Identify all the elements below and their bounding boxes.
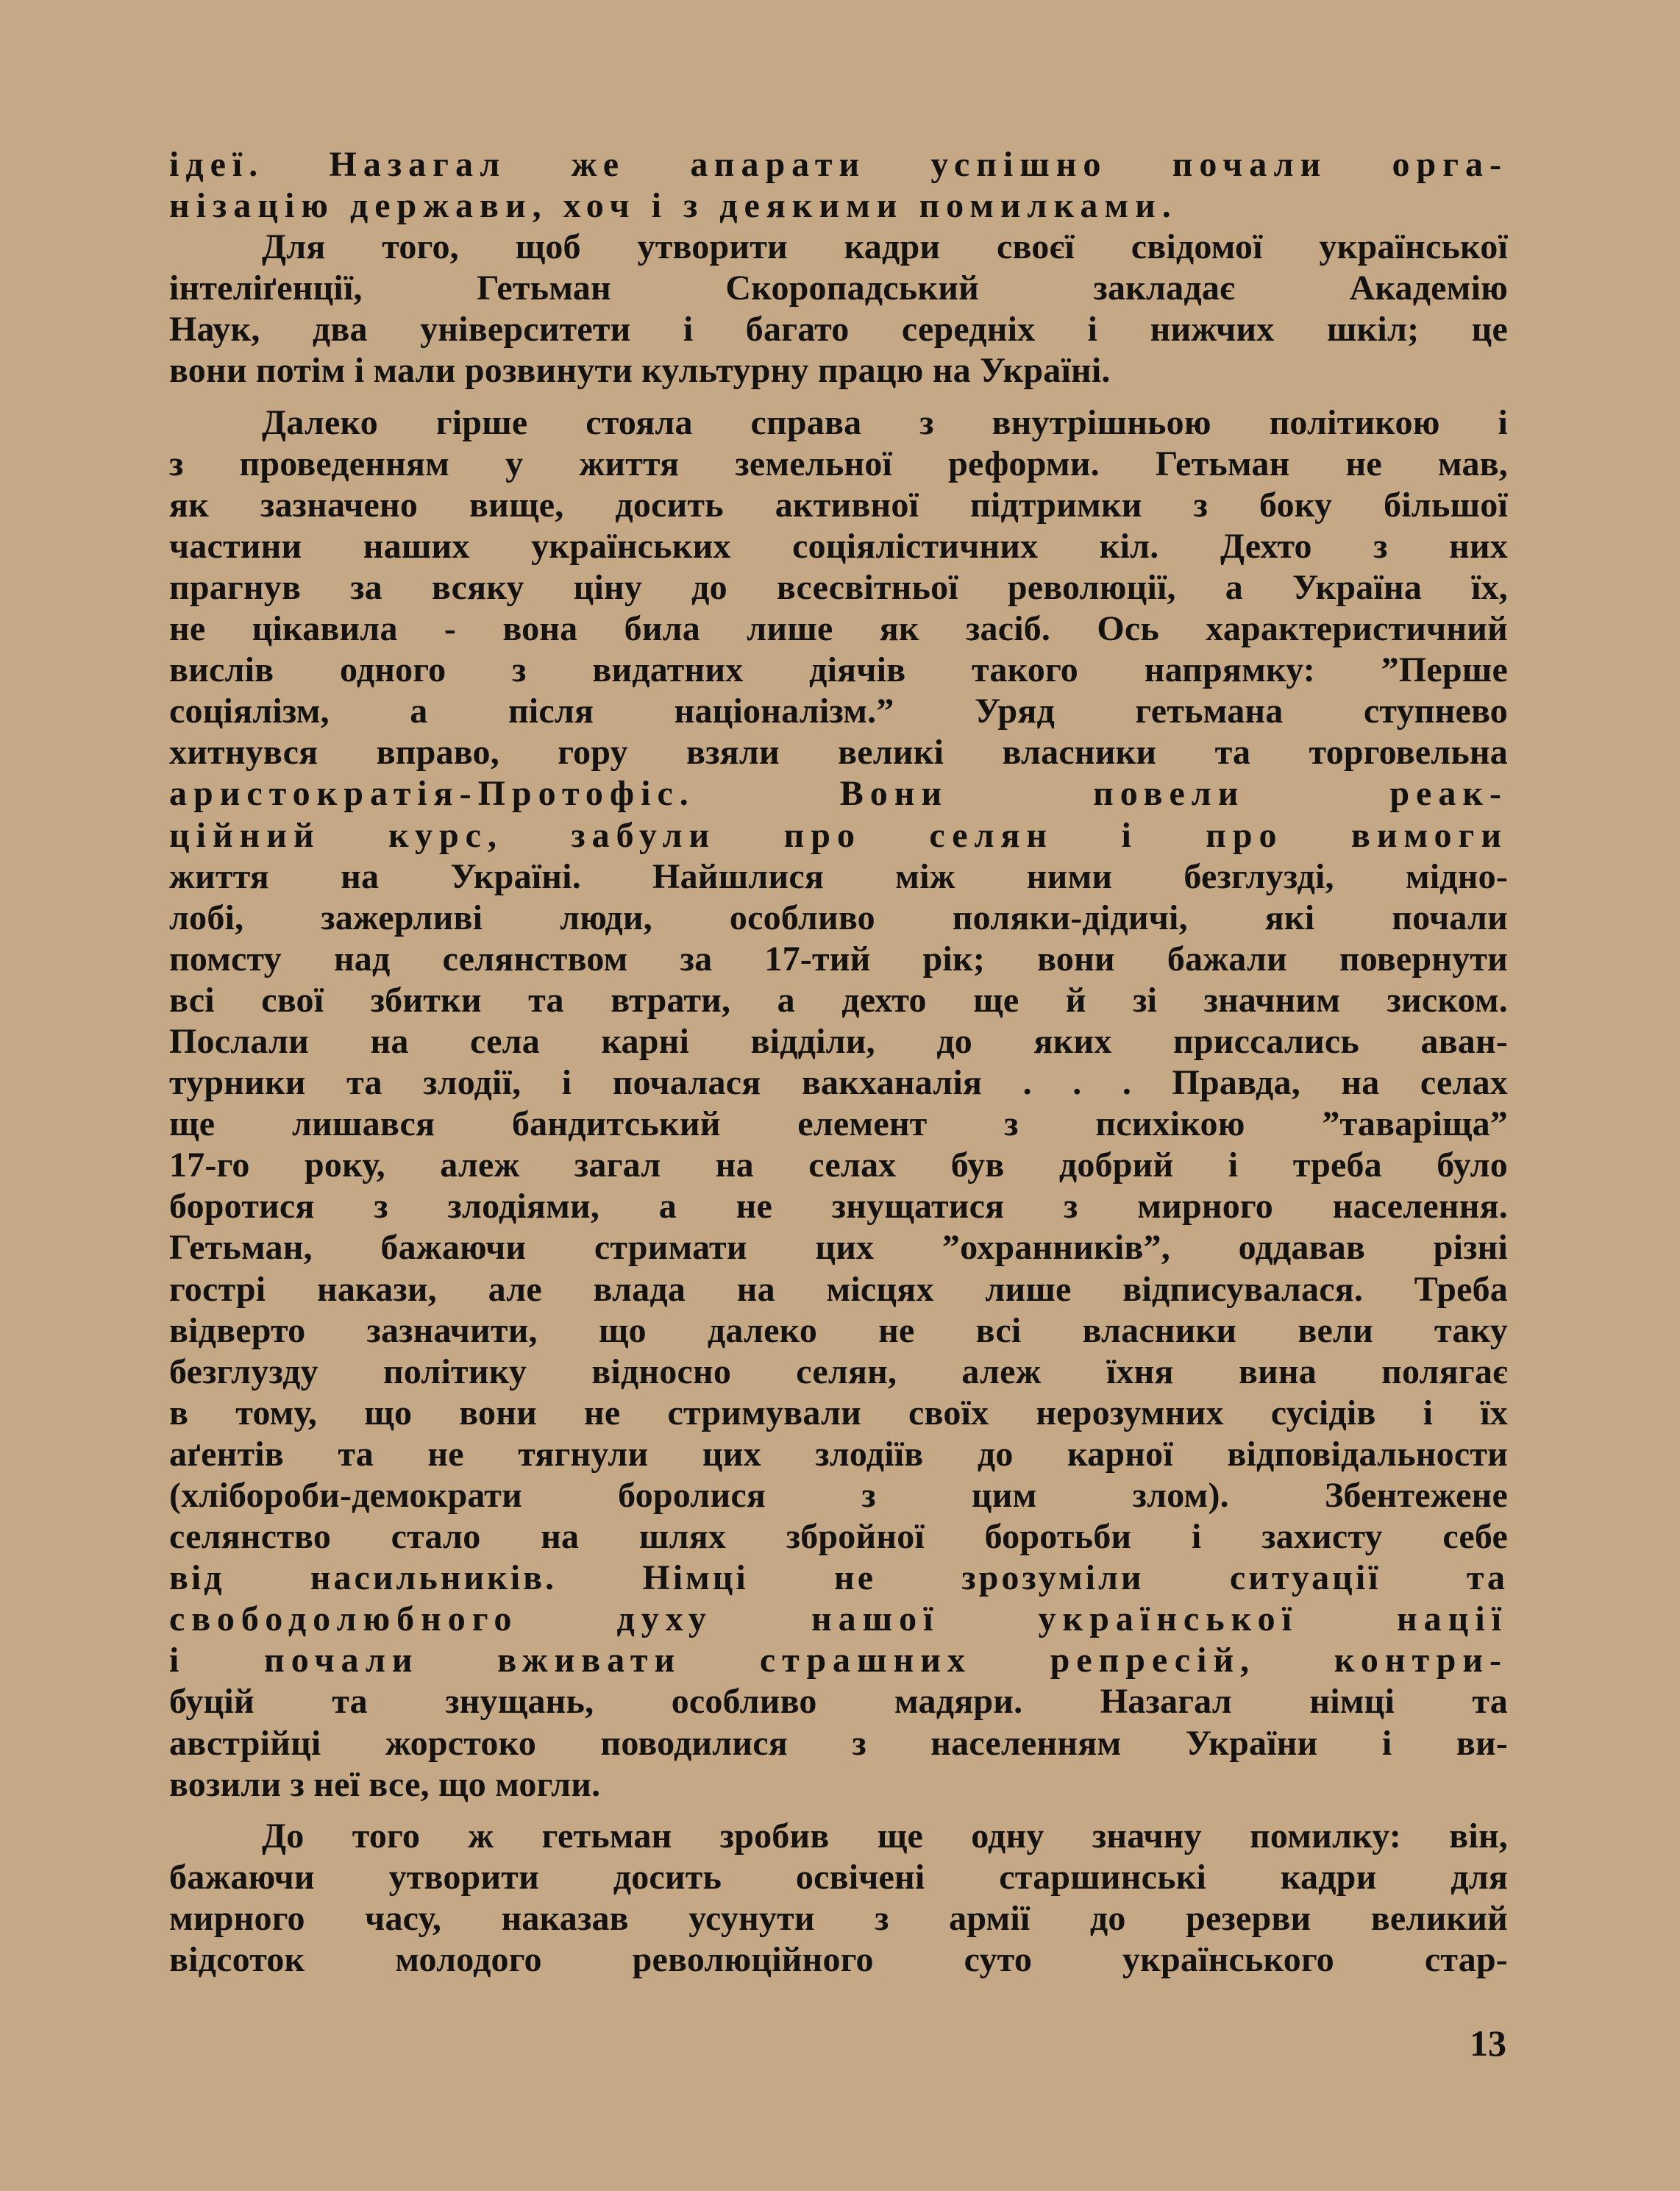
text-line: ційний курс, забули про селян і про вимоги [169,815,1508,855]
text-line: в тому, що вони не стримували своїх нерозумних сусідів і їх [169,1393,1508,1432]
text-line: Послали на села карні відділи, до яких приссались аван- [169,1021,1508,1061]
text-line: не цікавила - вона била лише як засіб. Ось характеристичний [169,609,1508,649]
text-line: нізацію держави, хоч і з деякими помилками. [169,186,1178,226]
text-line: аристократія-Протофіс. Вони повели реак- [169,774,1508,814]
page-number: 13 [1470,2023,1506,2064]
text-line: аґентів та не тягнули цих злодіїв до карної відповідальности [169,1434,1508,1474]
text-line: лобі, зажерливі люди, особливо поляки-дідичі, які почали [169,898,1508,937]
text-line: Гетьман, бажаючи стримати цих ”охранників”, оддавав різні [169,1228,1508,1268]
text-line: Наук, два університети і багато середніх і нижчих шкіл; це [169,310,1508,349]
text-line: вислів одного з видатних діячів такого напрямку: ”Перше [169,650,1508,690]
text-line: бажаючи утворити досить освічені старшинські кадри для [169,1857,1508,1897]
text-line: помсту над селянством за 17-тий рік; вони бажали повернути [169,939,1508,979]
text-line: Для того, щоб утворити кадри своєї свідомої української [262,227,1508,267]
text-line: гострі накази, але влада на місцях лише відписувалася. Треба [169,1269,1508,1309]
text-line: Далеко гірше стояла справа з внутрішньою політикою і [262,402,1508,442]
text-line: турники та злодії, і почалася вакханалія . . . Правда, на селах [169,1063,1508,1103]
text-line: життя на Україні. Найшлися між ними безглузді, мідно- [169,856,1508,896]
text-line: прагнув за всяку ціну до всесвітньої революції, а Україна їх, [169,567,1508,607]
text-line: ще лишався бандитський елемент з психікою ”таваріща” [169,1104,1508,1144]
paragraph-gap [169,392,1508,402]
text-line: ідеї. Назагал же апарати успішно почали орга- [169,145,1508,184]
text-line: свободолюбного духу нашої української нації [169,1599,1508,1639]
text-line: частини наших українських соціялістичних кіл. Дехто з них [169,526,1508,566]
text-line: інтеліґенції, Гетьман Скоропадський закладає Академію [169,269,1508,308]
text-line: селянство стало на шлях збройної боротьби і захисту себе [169,1517,1508,1557]
text-line: хитнувся вправо, гору взяли великі власники та торговельна [169,733,1508,773]
text-line: 17-го року, алеж загал на селах був добрий і треба було [169,1146,1508,1185]
text-line: як зазначено вище, досить активної підтримки з боку більшої [169,485,1508,525]
text-line: відверто зазначити, що далеко не всі власники вели таку [169,1310,1508,1350]
text-line: мирного часу, наказав усунути з армії до резерви великий [169,1898,1508,1938]
text-line: соціялізм, а після націоналізм.” Уряд гетьмана ступнево [169,692,1508,731]
text-line: всі свої збитки та втрати, а дехто ще й зі значним зиском. [169,980,1508,1020]
text-line: (хлібороби-демократи боролися з цим злом). Збентежене [169,1476,1508,1515]
text-line: безглузду політику відносно селян, алеж їхня вина полягає [169,1352,1508,1391]
text-line: австрійці жорстоко поводилися з населенням України і ви- [169,1723,1508,1763]
text-line: вони потім і мали розвинути культурну працю на Україні. [169,351,1111,391]
text-line: боротися з злодіями, а не знущатися з мирного населення. [169,1187,1508,1226]
text-line: і почали вживати страшних репресій, контри- [169,1641,1508,1680]
text-line: відсоток молодого революційного суто українського стар- [169,1940,1508,1980]
text-line: з проведенням у життя земельної реформи. Гетьман не мав, [169,444,1508,483]
text-line: буцій та знущань, особливо мадяри. Назагал німці та [169,1682,1508,1722]
text-line: возили з неї все, що могли. [169,1764,601,1804]
page-text [169,144,1508,1981]
paragraph-gap [169,1805,1508,1816]
text-line: До того ж гетьман зробив ще одну значну помилку: він, [262,1816,1508,1856]
text-line: від насильників. Німці не зрозуміли ситуації та [169,1558,1508,1598]
